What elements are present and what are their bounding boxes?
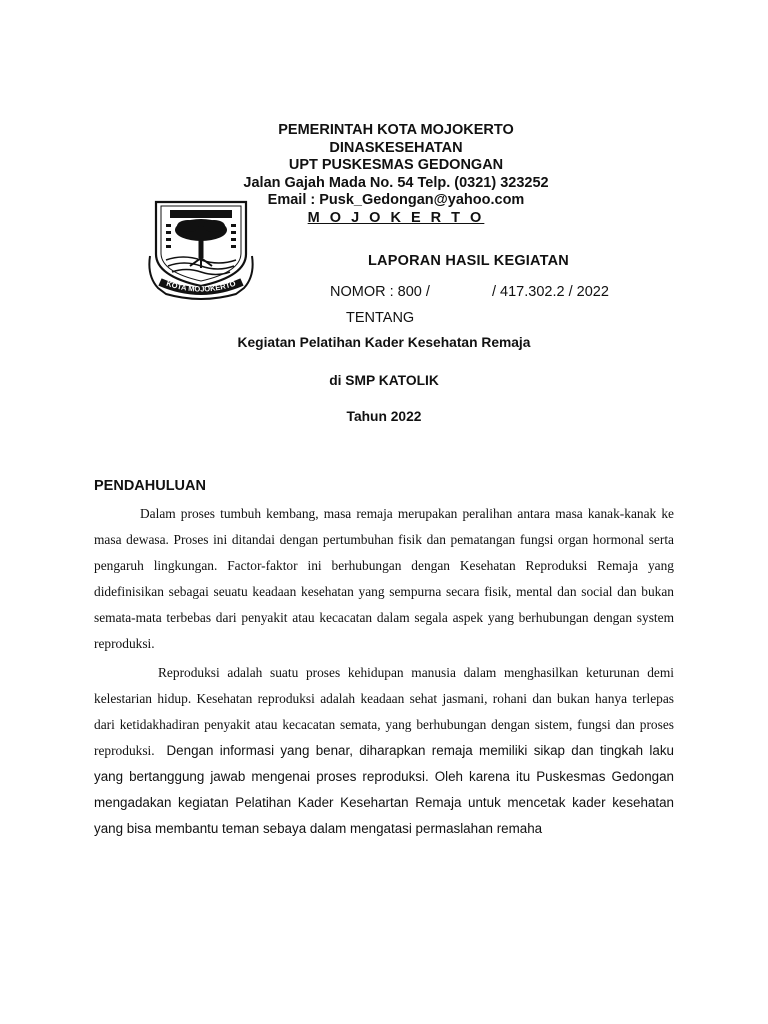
intro-paragraph-2-serif: Reproduksi adalah suatu proses kehidupan manusia dalam menghasilkan keturunan demi kelestarian hidup. Kesehatan reproduksi adalah keadaan sehat jasmani, rohani dan bukan hanya terlepas dari ketidakhadiran penyakit atau kecacatan semata, yang berhubungan dengan sistem, fungsi dan proses reproduksi.	[94, 665, 674, 758]
address-line: Jalan Gajah Mada No. 54 Telp. (0321) 323252	[243, 174, 549, 191]
city-name: M O J O K E R T O	[307, 209, 485, 226]
government-name: PEMERINTAH KOTA MOJOKERTO	[278, 122, 514, 138]
activity-title: Kegiatan Pelatihan Kader Kesehatan Remaja	[237, 335, 531, 350]
intro-paragraph-2-sans: Dengan informasi yang benar, diharapkan remaja memiliki sikap dan tingkah laku yang bertanggung jawab mengenai proses reproduksi. Oleh karena itu Puskesmas Gedongan mengadakan kegiatan Pelatihan Kader Kesehartan Remaja untuk mencetak kader kesehatan yang bisa membantu teman sebaya dalam mengatasi permaslahan remaha	[94, 743, 674, 836]
report-number-suffix: / 417.302.2 / 2022	[492, 284, 609, 300]
intro-paragraph-1: Dalam proses tumbuh kembang, masa remaja merupakan peralihan antara masa kanak-kanak ke masa dewasa. Proses ini ditandai dengan pertumbuhan fisik dan pematangan fungsi organ hormonal serta pengaruh lingkungan. Factor-faktor ini berhubungan dengan Kesehatan Reproduksi Remaja yang didefinisikan sebagai seuatu keadaan kesehatan yang sempurna secara fisik, mental dan social dan bukan semata-mata terbebas dari penyakit atau kecacatan dalam segala aspek yang berhubungan dengan system reproduksi.	[94, 506, 674, 651]
activity-location: di SMP KATOLIK	[329, 373, 439, 388]
report-title: LAPORAN HASIL KEGIATAN	[368, 253, 569, 269]
city-emblem-logo	[146, 196, 256, 300]
activity-year: Tahun 2022	[346, 409, 422, 424]
report-number-prefix: NOMOR : 800 /	[330, 284, 430, 300]
about-label: TENTANG	[346, 310, 415, 326]
logo-ribbon-text: KOTA MOJOKERTO	[165, 278, 237, 294]
health-center-name: UPT PUSKESMAS GEDONGAN	[288, 157, 504, 173]
department-name: DINASKESEHATAN	[329, 139, 463, 156]
intro-paragraph-2	[94, 660, 674, 842]
email-line: Email : Pusk_Gedongan@yahoo.com	[267, 192, 525, 208]
section-heading: PENDAHULUAN	[94, 478, 206, 494]
